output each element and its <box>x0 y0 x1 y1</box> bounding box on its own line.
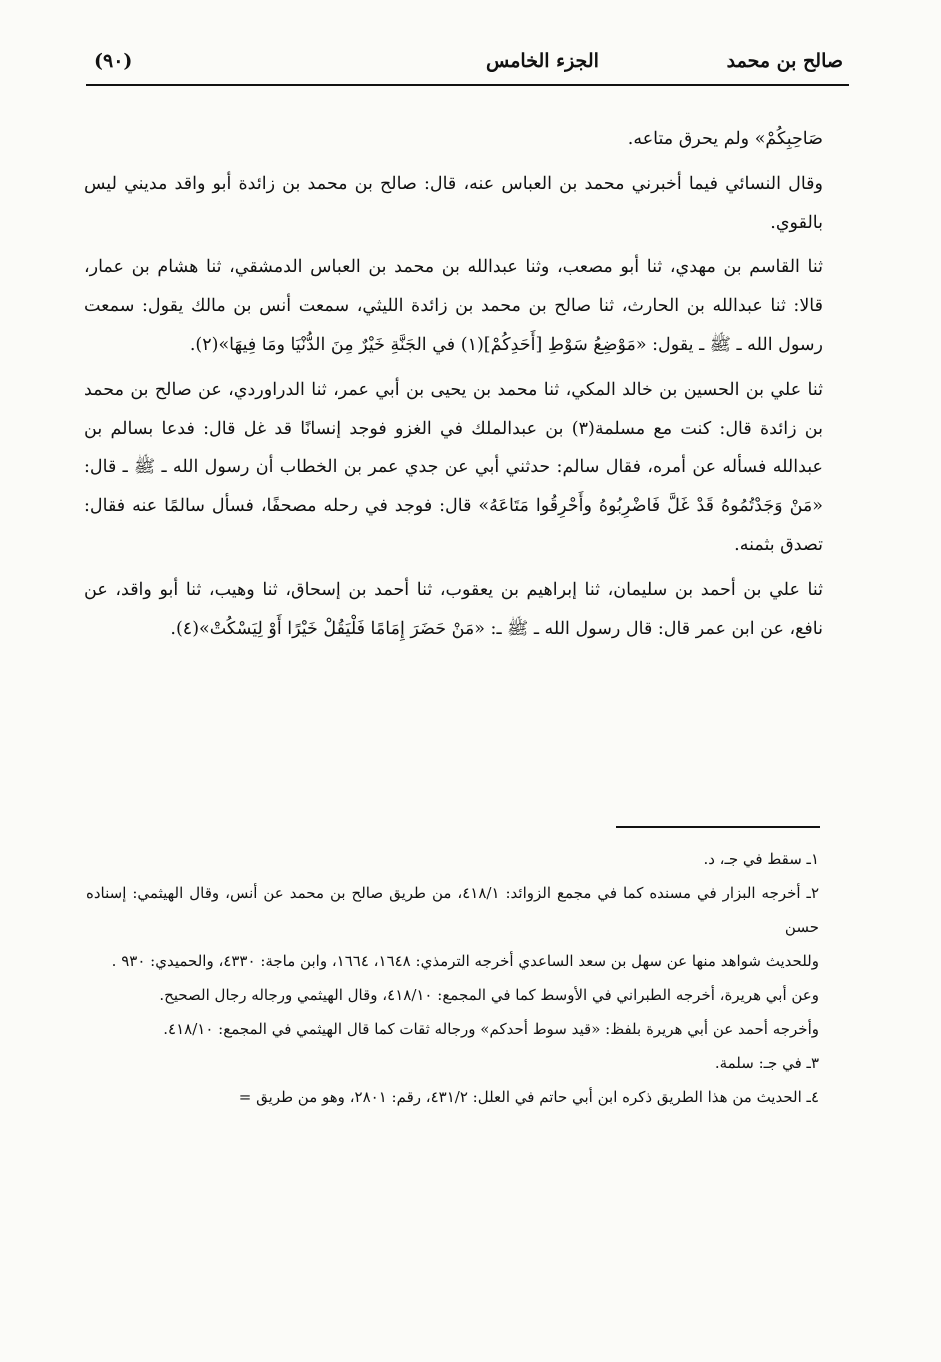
running-title: صالح بن محمد <box>726 50 843 72</box>
footnote-divider <box>616 826 820 828</box>
paragraph: صَاحِبِكُمْ» ولم يحرق متاعه. <box>627 129 823 149</box>
footnote: ٤ـ الحديث من هذا الطريق ذكره ابن أبي حاتم في العلل: ٤٣١/٢، رقم: ٢٨٠١، وهو من طريق = <box>238 1088 819 1106</box>
main-text <box>84 120 823 654</box>
part-title: الجزء الخامس <box>486 50 599 72</box>
paragraph: ثنا القاسم بن مهدي، ثنا أبو مصعب، وثنا عبدالله بن محمد بن العباس الدمشقي، ثنا هشام بن عمار، قالا: ثنا عبدالله بن الحارث، ثنا صالح بن محمد بن زائدة الليثي، سمعت أنس بن مالك يقول: سمعت رسول الله ـ ﷺ ـ يقول: «مَوْضِعُ سَوْطِ [أَحَدِكُمْ](١) في الجَنَّةِ خَيْرٌ مِنَ الدُّنْيَا ومَا فِيهَا»(٢). <box>84 257 823 355</box>
paragraph: وقال النسائي فيما أخبرني محمد بن العباس عنه، قال: صالح بن محمد بن زائدة أبو واقد مديني ليس بالقوي. <box>84 173 823 233</box>
footnotes <box>86 842 819 1114</box>
footnote: ٢ـ أخرجه البزار في مسنده كما في مجمع الزوائد: ٤١٨/١، من طريق صالح بن محمد عن أنس، وقال الهيثمي: إسناده حسن <box>86 884 820 936</box>
footnote: ١ـ سقط في جـ، د. <box>703 850 819 868</box>
footnote: ٣ـ في جـ: سلمة. <box>714 1054 819 1072</box>
page-header <box>86 40 849 86</box>
footnote-continuation: وأخرجه أحمد عن أبي هريرة بلفظ: «قيد سوط أحدكم» ورجاله ثقات كما قال الهيثمي في المجمع: ٤١٨/١٠. <box>163 1020 819 1038</box>
paragraph: ثنا علي بن أحمد بن سليمان، ثنا إبراهيم بن يعقوب، ثنا أحمد بن إسحاق، ثنا وهيب، ثنا أبو واقد، عن نافع، عن ابن عمر قال: قال رسول الله ـ ﷺ ـ: «مَنْ حَضَرَ إِمَامًا فَلْيَقُلْ خَيْرًا أَوْ لِيَسْكُتْ»(٤). <box>84 579 823 639</box>
page-number: (٩٠) <box>94 50 133 72</box>
footnote-continuation: وعن أبي هريرة، أخرجه الطبراني في الأوسط كما في المجمع: ٤١٨/١٠، وقال الهيثمي ورجاله رجال الصحيح. <box>159 986 819 1004</box>
paragraph: ثنا علي بن الحسين بن خالد المكي، ثنا محمد بن يحيى بن أبي عمر، ثنا الدراوردي، عن صالح بن محمد بن زائدة قال: كنت مع مسلمة(٣) بن عبدالملك في الغزو فوجد إنسانًا قد غل قال: فدعا بسالم بن عبدالله فسأله عن أمره، فقال سالم: حدثني أبي عن جدي عمر بن الخطاب أن رسول الله ـ ﷺ ـ قال: «مَنْ وَجَدْتُمُوهُ قَدْ غَلَّ فَاضْرِبُوهُ وأَحْرِقُوا مَتَاعَهُ» قال: فوجد في رحله مصحفًا، فسأل سالمًا عنه فقال: تصدق بثمنه. <box>84 379 824 555</box>
footnote-continuation: وللحديث شواهد منها عن سهل بن سعد الساعدي أخرجه الترمذي: ١٦٤٨، ١٦٦٤، وابن ماجة: ٤٣٣٠، والحميدي: ٩٣٠ . <box>111 952 819 970</box>
